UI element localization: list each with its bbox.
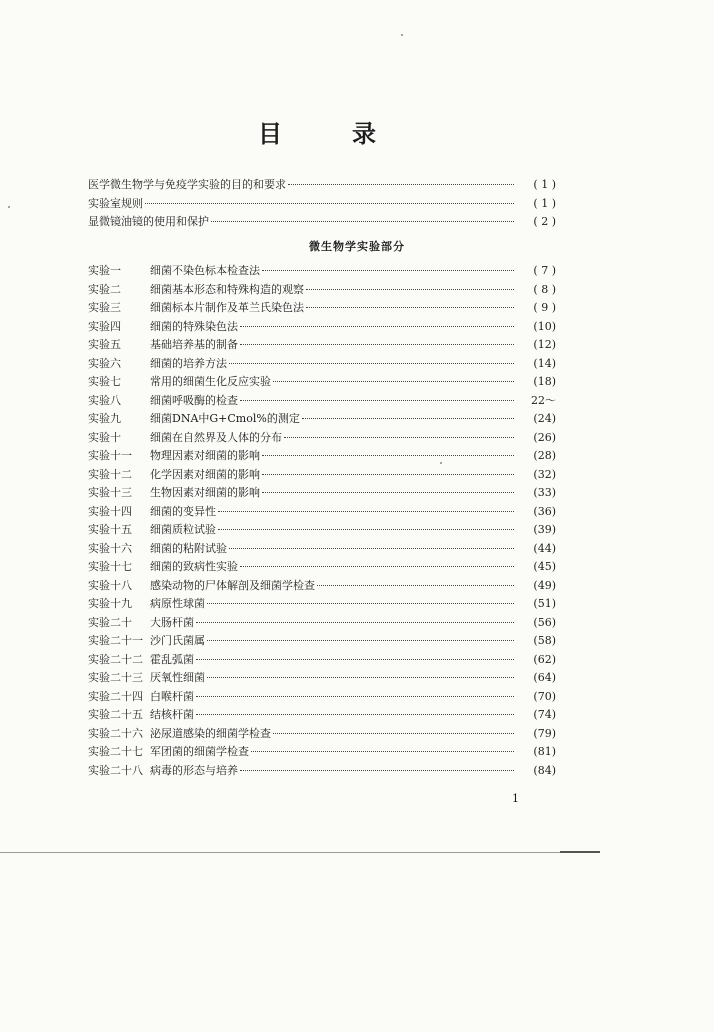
toc-entry-label: 化学因素对细菌的影响 xyxy=(150,467,260,481)
toc-entry-number: 实验二十 xyxy=(88,615,132,629)
toc-entry-label: 感染动物的尸体解剖及细菌学检查 xyxy=(150,578,315,592)
toc-entry xyxy=(88,558,556,577)
toc-entry xyxy=(88,688,556,707)
toc-entry-number: 实验二十三 xyxy=(88,671,143,684)
toc-entry-page: (62) xyxy=(533,652,556,666)
toc-entry-page: (12) xyxy=(533,338,556,351)
toc-entry-number: 实验二十七 xyxy=(88,745,143,758)
bottom-rule-thick xyxy=(560,851,600,853)
toc-entry-page: (79) xyxy=(533,726,556,740)
toc-entry xyxy=(88,743,556,762)
toc-entry xyxy=(88,373,556,392)
toc-entry-label: 生物因素对细菌的影响 xyxy=(150,486,260,499)
toc-entry xyxy=(88,410,556,429)
dot-leader xyxy=(196,696,514,697)
toc-entry-label: 显微镜油镜的使用和保护 xyxy=(88,215,209,228)
toc-entry-label: 细菌的变异性 xyxy=(150,504,216,518)
toc-entry xyxy=(88,614,556,633)
toc-entry-page: (81) xyxy=(533,745,556,758)
dot-leader xyxy=(218,511,514,512)
toc-entry-title xyxy=(88,595,205,611)
page-number: 1 xyxy=(512,792,519,805)
toc-entry xyxy=(88,466,556,485)
dot-leader xyxy=(262,474,514,475)
toc-entry-number: 实验二十六 xyxy=(88,726,143,740)
toc-entry-page: (39) xyxy=(533,523,556,536)
experiment-list xyxy=(88,262,556,780)
dot-leader xyxy=(251,751,514,752)
toc-entry-number: 实验一 xyxy=(88,264,121,277)
toc-entry-title xyxy=(88,503,216,519)
toc-entry-page: (32) xyxy=(533,467,556,481)
dot-leader xyxy=(196,659,514,660)
toc-entry-label: 病原性球菌 xyxy=(150,597,205,610)
toc-entry-page: (44) xyxy=(533,541,556,555)
toc-entry-number: 实验十三 xyxy=(88,486,132,499)
toc-entry-number: 实验八 xyxy=(88,393,121,407)
toc-entry-label: 细菌的粘附试验 xyxy=(150,541,227,555)
toc-entry-page: ( 1 ) xyxy=(533,196,556,210)
toc-entry-page: ( 2 ) xyxy=(533,215,556,228)
toc-entry-page: ( 1 ) xyxy=(533,178,556,191)
toc-entry-label: 细菌呼吸酶的检查 xyxy=(150,393,238,407)
toc-entry-label: 细菌的培养方法 xyxy=(150,356,227,370)
toc-entry-page: (14) xyxy=(533,356,556,370)
toc-entry-title xyxy=(88,355,227,371)
toc-entry-page: ( 9 ) xyxy=(533,301,556,314)
dot-leader xyxy=(240,400,514,401)
dot-leader xyxy=(284,437,514,438)
toc-entry-number: 实验十一 xyxy=(88,449,132,462)
toc-entry xyxy=(88,262,556,281)
toc-entry-title xyxy=(88,614,194,630)
toc-entry-page: (51) xyxy=(533,597,556,610)
toc-entry-number: 实验九 xyxy=(88,412,121,425)
dot-leader xyxy=(196,622,514,623)
toc-entry-title xyxy=(88,466,260,482)
toc-entry xyxy=(88,651,556,670)
toc-entry-title xyxy=(88,725,271,741)
toc-entry xyxy=(88,176,556,195)
dot-leader xyxy=(240,326,514,327)
dot-leader xyxy=(273,733,514,734)
toc-entry-page: 22〜 xyxy=(531,393,556,407)
toc-entry-title xyxy=(88,669,205,685)
dot-leader xyxy=(229,363,514,364)
toc-entry-page: (84) xyxy=(533,763,556,777)
toc-entry-label: 细菌DNA中G+Cmol%的测定 xyxy=(150,412,300,425)
toc-entry-number: 实验十 xyxy=(88,430,121,444)
toc-entry xyxy=(88,336,556,355)
toc-entry-label: 基础培养基的制备 xyxy=(150,338,238,351)
scan-speck xyxy=(401,34,403,36)
page-title xyxy=(258,114,378,149)
toc-entry-number: 实验二十二 xyxy=(88,652,143,666)
toc-entry xyxy=(88,540,556,559)
dot-leader xyxy=(196,714,514,715)
toc-entry-label: 细菌的致病性实验 xyxy=(150,560,238,573)
toc-entry-number: 实验七 xyxy=(88,375,121,388)
toc-entry-title xyxy=(88,299,304,315)
toc-entry-label: 细菌在自然界及人体的分布 xyxy=(150,430,282,444)
toc-entry-number: 实验十七 xyxy=(88,560,132,573)
dot-leader xyxy=(207,640,514,641)
bottom-rule xyxy=(0,852,600,853)
toc-entry-label: 细菌质粒试验 xyxy=(150,523,216,536)
toc-entry-label: 常用的细菌生化反应实验 xyxy=(150,375,271,388)
toc-entry xyxy=(88,213,556,232)
toc-entry-number: 实验二 xyxy=(88,282,121,296)
dot-leader xyxy=(229,548,514,549)
toc-entry-title xyxy=(88,743,249,759)
toc-entry-label: 泌尿道感染的细菌学检查 xyxy=(150,726,271,740)
toc-entry xyxy=(88,281,556,300)
toc-entry xyxy=(88,392,556,411)
toc-entry-number: 实验四 xyxy=(88,319,121,333)
toc-entry xyxy=(88,503,556,522)
toc-entry-number: 实验十九 xyxy=(88,597,132,610)
toc-entry-title xyxy=(88,484,260,500)
toc-entry-page: ( 8 ) xyxy=(533,282,556,296)
toc-entry-label: 实验室规则 xyxy=(88,196,143,210)
dot-leader xyxy=(240,344,514,345)
toc-entry-page: (28) xyxy=(533,449,556,462)
toc-entry-number: 实验六 xyxy=(88,356,121,370)
dot-leader xyxy=(317,585,514,586)
toc-entry-page: (56) xyxy=(533,615,556,629)
toc-entry-title xyxy=(88,521,216,537)
toc-entry-title xyxy=(88,176,286,192)
toc-entry-title xyxy=(88,688,194,704)
toc-entry xyxy=(88,195,556,214)
toc-entry-page: (10) xyxy=(533,319,556,333)
toc-entry-number: 实验十二 xyxy=(88,467,132,481)
dot-leader xyxy=(240,566,514,567)
dot-leader xyxy=(306,289,514,290)
title-char-2: 录 xyxy=(352,119,378,148)
toc-entry-page: (64) xyxy=(533,671,556,684)
dot-leader xyxy=(207,603,514,604)
toc-entry-label: 病毒的形态与培养 xyxy=(150,763,238,777)
toc-entry-title xyxy=(88,706,194,722)
toc-entry-page: (49) xyxy=(533,578,556,592)
toc-entry-title xyxy=(88,577,315,593)
toc-entry-label: 医学微生物学与免疫学实验的目的和要求 xyxy=(88,178,286,191)
toc-entry-number: 实验十四 xyxy=(88,504,132,518)
toc-entry-page: ( 7 ) xyxy=(533,264,556,277)
dot-leader xyxy=(262,270,514,271)
toc-entry-label: 细菌标本片制作及革兰氏染色法 xyxy=(150,301,304,314)
toc-entry-title xyxy=(88,281,304,297)
toc-entry-title xyxy=(88,558,238,574)
toc-entry-title xyxy=(88,762,238,778)
toc-entry-title xyxy=(88,429,282,445)
toc-entry-number: 实验十五 xyxy=(88,523,132,536)
toc-entry-number: 实验二十八 xyxy=(88,763,143,777)
toc-entry-label: 沙门氏菌属 xyxy=(150,634,205,647)
toc-entry-page: (26) xyxy=(533,430,556,444)
dot-leader xyxy=(240,770,514,771)
title-char-1: 目 xyxy=(258,119,284,148)
toc-entry xyxy=(88,632,556,651)
toc-entry-title xyxy=(88,392,238,408)
dot-leader xyxy=(145,203,514,204)
toc-entry xyxy=(88,299,556,318)
toc-entry xyxy=(88,484,556,503)
scan-speck xyxy=(440,462,442,464)
toc-entry-label: 细菌基本形态和特殊构造的观察 xyxy=(150,282,304,296)
toc-entry-number: 实验十六 xyxy=(88,541,132,555)
dot-leader xyxy=(273,381,514,382)
dot-leader xyxy=(288,184,514,185)
toc-entry-title xyxy=(88,195,143,211)
section-heading: 微生物学实验部分 xyxy=(309,240,405,253)
toc-entry-number: 实验二十四 xyxy=(88,689,143,703)
dot-leader xyxy=(262,492,514,493)
dot-leader xyxy=(218,529,514,530)
toc-entry-label: 细菌不染色标本检查法 xyxy=(150,264,260,277)
dot-leader xyxy=(306,307,514,308)
toc-entry xyxy=(88,429,556,448)
toc-entry xyxy=(88,706,556,725)
toc-entry-title xyxy=(88,262,260,278)
toc-entry-page: (70) xyxy=(533,689,556,703)
toc-entry xyxy=(88,577,556,596)
intro-list xyxy=(88,176,556,232)
toc-entry-label: 物理因素对细菌的影响 xyxy=(150,449,260,462)
toc-entry-page: (18) xyxy=(533,375,556,388)
toc-entry-page: (58) xyxy=(533,634,556,647)
toc-entry xyxy=(88,595,556,614)
toc-entry-title xyxy=(88,632,205,648)
toc-entry-title xyxy=(88,318,238,334)
toc-entry-label: 白喉杆菌 xyxy=(150,689,194,703)
toc-entry xyxy=(88,725,556,744)
toc-entry-number: 实验二十五 xyxy=(88,708,143,721)
toc-entry-number: 实验十八 xyxy=(88,578,132,592)
toc-entry-title xyxy=(88,373,271,389)
toc-entry-page: (45) xyxy=(533,560,556,573)
toc-entry-label: 军团菌的细菌学检查 xyxy=(150,745,249,758)
dot-leader xyxy=(262,455,514,456)
toc-entry-page: (33) xyxy=(533,486,556,499)
scan-speck xyxy=(8,206,10,208)
toc-entry-page: (74) xyxy=(533,708,556,721)
toc-entry-label: 霍乱弧菌 xyxy=(150,652,194,666)
toc-entry-title xyxy=(88,447,260,463)
toc-entry-page: (36) xyxy=(533,504,556,518)
toc-entry xyxy=(88,355,556,374)
toc-entry-number: 实验五 xyxy=(88,338,121,351)
toc-entry-label: 细菌的特殊染色法 xyxy=(150,319,238,333)
toc-entry-title xyxy=(88,651,194,667)
toc-entry xyxy=(88,318,556,337)
toc-entry-label: 厌氧性细菌 xyxy=(150,671,205,684)
toc-entry-title xyxy=(88,213,209,229)
toc-entry xyxy=(88,762,556,781)
toc-entry xyxy=(88,447,556,466)
toc-entry-label: 大肠杆菌 xyxy=(150,615,194,629)
toc-entry-page: (24) xyxy=(533,412,556,425)
toc-entry-label: 结核杆菌 xyxy=(150,708,194,721)
dot-leader xyxy=(207,677,514,678)
dot-leader xyxy=(302,418,514,419)
toc-entry xyxy=(88,521,556,540)
toc-entry-title xyxy=(88,410,300,426)
toc-entry-number: 实验三 xyxy=(88,301,121,314)
toc-entry-title xyxy=(88,336,238,352)
toc-entry-title xyxy=(88,540,227,556)
toc-entry-number: 实验二十一 xyxy=(88,634,143,647)
toc-entry xyxy=(88,669,556,688)
dot-leader xyxy=(211,221,514,222)
